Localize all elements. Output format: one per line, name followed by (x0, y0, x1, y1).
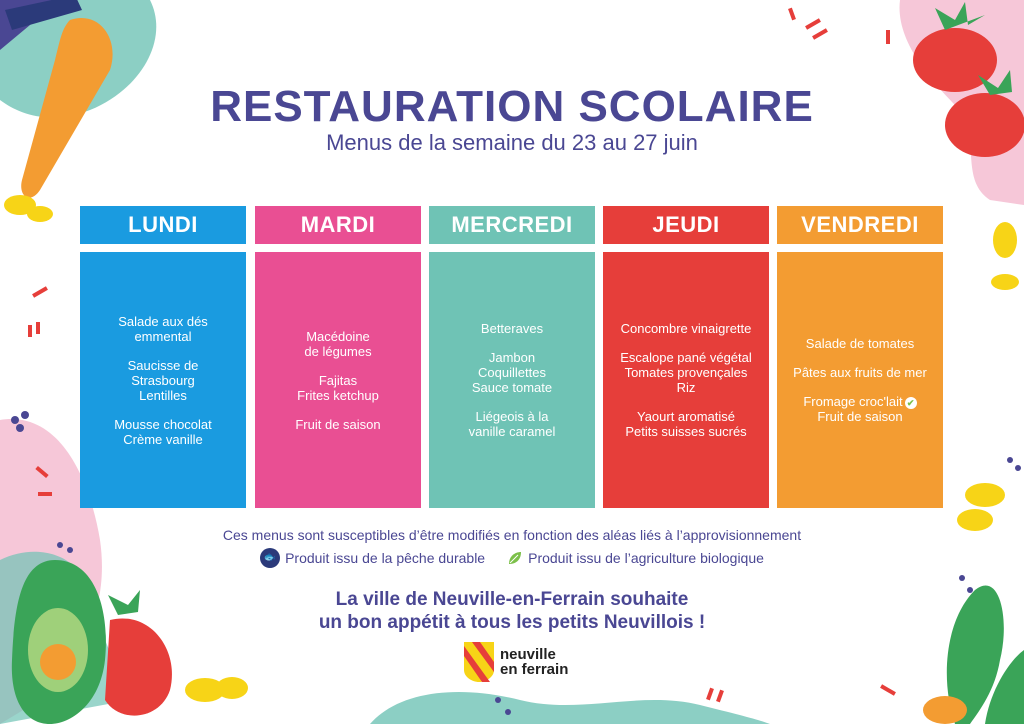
logo-text-line-2: en ferrain (500, 661, 569, 678)
menu-item (620, 380, 752, 395)
menu-item-text: Fromage croc'lait (803, 394, 903, 409)
menu-item-text: Strasbourg (131, 372, 195, 388)
menu-item (469, 424, 556, 439)
day-column-jeudi (603, 206, 769, 508)
menu-item-text: Yaourt aromatisé (636, 409, 736, 424)
menu-item (304, 329, 371, 344)
day-column-lundi (80, 206, 246, 508)
menu-course (114, 417, 212, 447)
page-subtitle: Menus de la semaine du 23 au 27 juin (326, 130, 698, 155)
menu-course (620, 350, 752, 395)
menu-item (625, 424, 746, 439)
menu-item (472, 380, 552, 395)
menu-disclaimer: Ces menus sont susceptibles d’être modifiés en fonction des aléas liés à l’approvisionnement (222, 527, 802, 543)
day-menu (80, 252, 246, 508)
legend-bio-label: Produit issu de l’agriculture biologique (528, 550, 764, 566)
menu-item-text: vanille caramel (468, 424, 556, 439)
menu-item-text: Fruit de saison (295, 416, 381, 432)
legend-item-bio (507, 550, 764, 566)
menu-course (469, 409, 556, 439)
menu-item-text: Fajitas (318, 372, 358, 388)
menu-item-text: de légumes (304, 343, 372, 359)
menu-item-text: Concombre vinaigrette (620, 321, 752, 336)
menu-item-text: Escalope pané végétal (620, 350, 752, 365)
leaf-icon (507, 550, 523, 566)
logo-text-line-1: neuville (500, 646, 556, 663)
menu-item-text: Salade de tomates (805, 336, 915, 351)
legend-item-peche (260, 548, 485, 568)
legend (0, 548, 1024, 568)
menu-item (803, 409, 916, 424)
menu-item (620, 350, 752, 365)
menu-item (295, 417, 380, 432)
day-menu (429, 252, 595, 508)
legend-peche-label: Produit issu de la pêche durable (285, 550, 486, 566)
menu-item-text: Mousse chocolat (114, 416, 212, 432)
menu-item (128, 373, 199, 388)
menu-item-text: Sauce tomate (471, 380, 553, 395)
menu-course (621, 321, 752, 336)
menu-item (118, 314, 208, 329)
menu-item (803, 394, 916, 409)
closing-message (0, 588, 1024, 634)
menu-item (297, 388, 379, 403)
menu-item-text: Frites ketchup (297, 387, 379, 403)
menu-course (793, 365, 927, 380)
town-shield-icon (464, 642, 494, 682)
day-menu (777, 252, 943, 508)
day-header: MARDI (255, 206, 421, 244)
menu-course (304, 329, 371, 359)
day-menu (603, 252, 769, 508)
day-header: VENDREDI (777, 206, 943, 244)
menu-item-text: Crème vanille (123, 431, 203, 447)
day-header: JEUDI (603, 206, 769, 244)
closing-message-line-2: un bon appétit à tous les petits Neuvillois ! (318, 612, 706, 633)
menu-item-text: Tomates provençales (624, 365, 748, 380)
menu-item (128, 358, 199, 373)
menu-item (472, 365, 552, 380)
menu-course (295, 417, 380, 432)
menu-item (806, 336, 914, 351)
menu-item-text: Jambon (488, 350, 536, 365)
menu-course (481, 321, 543, 336)
menu-item-text: emmental (134, 328, 192, 344)
menu-item (481, 321, 543, 336)
menu-course (118, 314, 208, 344)
menu-item (621, 321, 752, 336)
menu-item (304, 344, 371, 359)
menu-item (793, 365, 927, 380)
menu-item-text: Macédoine (306, 328, 370, 344)
menu-item (625, 409, 746, 424)
menu-item-text: Riz (676, 380, 696, 395)
day-column-vendredi (777, 206, 943, 508)
day-menu (255, 252, 421, 508)
day-header: MERCREDI (429, 206, 595, 244)
menu-item (469, 409, 556, 424)
menu-item-text: Lentilles (139, 387, 187, 403)
menu-course (806, 336, 914, 351)
menu-item-text: Saucisse de (127, 357, 199, 373)
menu-course (472, 350, 552, 395)
menu-item (118, 329, 208, 344)
menu-item (472, 350, 552, 365)
menu-item-text: Petits suisses sucrés (625, 424, 747, 439)
menu-item (114, 417, 212, 432)
menu-course (128, 358, 199, 403)
menu-course (297, 373, 379, 403)
day-header: LUNDI (80, 206, 246, 244)
menu-item-text: Fruit de saison (817, 409, 903, 424)
menu-item-text: Salade aux dés (118, 313, 208, 329)
menu-item (128, 388, 199, 403)
page-title: RESTAURATION SCOLAIRE (210, 82, 814, 131)
menu-item-text: Betteraves (480, 321, 544, 336)
fish-label-icon: 🐟 (260, 548, 280, 568)
menu-course (625, 409, 746, 439)
menu-item-text: Coquillettes (478, 365, 546, 380)
day-column-mercredi (429, 206, 595, 508)
menu-item (620, 365, 752, 380)
closing-message-line-1: La ville de Neuville-en-Ferrain souhaite (335, 589, 689, 610)
menu-item-text: Liégeois à la (475, 409, 549, 424)
menu-item-text: Pâtes aux fruits de mer (793, 365, 927, 380)
menu-item (114, 432, 212, 447)
menu-course (803, 394, 916, 424)
menu-item (297, 373, 379, 388)
town-logo (464, 642, 568, 682)
day-column-mardi (255, 206, 421, 508)
check-leaf-icon: ✔ (905, 397, 917, 409)
